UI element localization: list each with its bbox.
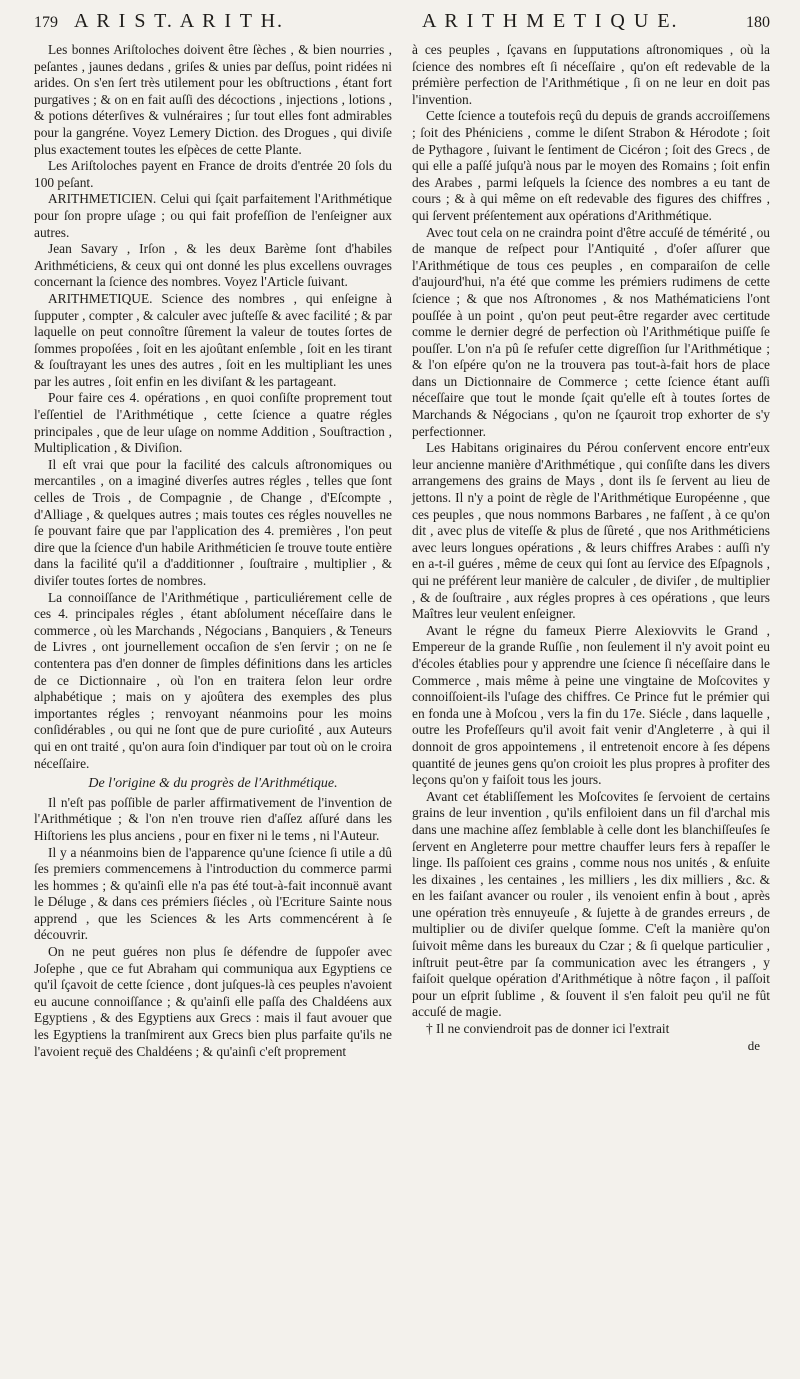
paragraph: Avec tout cela on ne craindra point d'être accuſé de témérité , ou de manque de reſpect pour l'Antiquité , d'oſer aſſurer que l'Arithmétique de tous ces peuples , en comparaiſon de celle d'aujourd'hui, n'a été que comme les prémiers rudimens de cette ſcience ; & que nos Aſtronomes , & nos Mathématiciens l'ont pouſſée à un point , qu'on peut peut-être regarder avec certitude comme le dernier degré de perfection où l'Arithmétique puiſſe ſe pouſſer. L'on n'a pû ſe refuſer cette digreſſion ſur l'Arithmétique ; & l'on eſpére qu'on ne la trouvera pas tout-à-fait hors de place dans un Dictionnaire de Commerce ; cette ſcience étant auſſi néceſſaire que tout le monde ſçait qu'elle eſt à toutes ſortes de Marchands & Négocians , qu'on ne ſçauroit trop exhorter de s'y perfectionner. bbox=[412, 224, 770, 439]
paragraph: † Il ne conviendroit pas de donner ici l'extrait bbox=[426, 1021, 670, 1037]
running-header bbox=[34, 10, 770, 40]
paragraph: Cette ſcience a toutefois reçû du depuis de grands accroiſſemens ; ſoit des Phéniciens , comme le diſent Strabon & Hérodote ; ſoit de Pythagore , ſuivant le ſentiment de Cicéron ; ſoit des Grecs , de qui elle a paſſé juſqu'à nous par le moyen des Romains ; ſoit enfin des Arabes , parmi leſquels la ſcience des nombres a eu tant de cours ; & à qui même on eſt redevable des figures des chiffres , qui ſervent préſentement aux opérations d'Arithmétique. bbox=[412, 108, 770, 223]
left-column bbox=[34, 42, 392, 1060]
paragraph: Avant cet établiſſement les Moſcovites ſe ſervoient de certains grains de leur invention , qu'ils enfiloient dans un fil d'archal mis dans une machine aſſez ſemblable à celle dont les blanchiſſeuſes ſe ſervent en Angleterre pour mettre chauffer leurs fers à repaſſer le linge. Ils paſſoient ces grains , comme nous nos unités , & enſuite les dixaines , les centaines , les milliers , les dix milliers , &c. & en les faiſant avancer ou rouler , ils venoient enfin à bout , après une opération très ennuyeuſe , & ſujette à de grandes erreurs , de multiplier ou de diviſer quelque ſomme. C'eſt la manière qu'on ſuivoit même dans les bureaux du Czar ; & ſi quelque particulier , inſtruit peut-être par ſa communication avec les étrangers , y faiſoit quelque opération d'Arithmétique à nôtre façon , il paſſoit pour un eſprit ſublime , & ſouvent il s'en faloit peu qu'il ne fût accuſé de magie. bbox=[412, 788, 770, 1020]
paragraph: Les bonnes Ariſtoloches doivent être ſèches , & bien nourries , peſantes , jaunes dedans , griſes & unies par deſſus, point ridées ni arides. On s'en ſert très utilement pour les obſtructions , étant fort purgatives ; & on en fait auſſi des décoctions , injections , lotions , & potions déterſives & vulnéraires ; ſur tout elles font admirables pour la gangréne. Voyez Lemery Diction. des Drogues , qui diviſe plus exactement toutes les eſpèces de cette Plante. bbox=[34, 42, 392, 157]
paragraph: La connoiſſance de l'Arithmétique , particuliérement celle de ces 4. principales régles , étant abſolument néceſſaire dans le commerce , où les Marchands , Négocians , Banquiers , & Teneurs de Livres , ont journellement occaſion de s'en ſervir ; on ne ſe contentera pas d'en donner de ſimples définitions dans les articles de ce Dictionnaire , où l'on en traitera ſelon leur ordre alphabétique ; mais on y ajoûtera des exemples des plus importantes régles ; renvoyant néanmoins pour les moins conſidérables , ou qui ne ſont que de pure curioſité , aux Auteurs qui en ont traité , qu'on aura ſoin d'indiquer par tout où on le croira néceſſaire. bbox=[34, 589, 392, 771]
page-number-left: 179 bbox=[34, 14, 58, 31]
paragraph: ARITHMETICIEN. Celui qui ſçait parfaitement l'Arithmétique pour ſon propre uſage ; ou qui fait profeſſion de l'enſeigner aux autres. bbox=[34, 191, 392, 240]
paragraph: Jean Savary , Irſon , & les deux Barème ſont d'habiles Arithméticiens, & ceux qui ont donné les plus excellens ouvrages concernant la ſcience des nombres. Voyez l'Article ſuivant. bbox=[34, 241, 392, 290]
paragraph: ARITHMETIQUE. Science des nombres , qui enſeigne à ſupputer , compter , & calculer avec juſteſſe & avec facilité ; & par laquelle on peut connoître ſûrement la valeur de toutes ſortes de ſommes propoſées , ſoit en les ajoûtant enſemble , ſoit en les tirant & ſouſtrayant les unes des autres , ſoit en les multipliant les unes par les autres , ſoit enfin en les diviſant & les partageant. bbox=[34, 290, 392, 389]
text-columns bbox=[34, 42, 770, 1060]
paragraph: Il n'eſt pas poſſible de parler affirmativement de l'invention de l'Arithmétique ; & l'on n'en trouve rien d'aſſez aſſuré dans les Hiſtoriens les plus anciens , pour en fixer ni le tems , ni l'Auteur. bbox=[34, 794, 392, 843]
running-title-left: A R I S T. A R I T H. bbox=[74, 10, 285, 32]
right-column bbox=[412, 42, 770, 1060]
catchword: de bbox=[747, 1037, 760, 1053]
paragraph: Il eſt vrai que pour la facilité des calculs aſtronomiques ou mercantiles , on a imaginé diverſes autres régles , telles que ſont celles de Trois , de Compagnie , de Change , d'Eſcompte , d'Alliage , & quelques autres ; mais toutes ces régles nouvelles ne ſe pouvant faire que par l'application des 4. premières , l'on peut dire que la ſcience d'un habile Arithméticien ſe trouve toute entière dans la facilité qu'il a d'additionner , ſouſtraire , multiplier , & diviſer toutes ſortes de nombres. bbox=[34, 456, 392, 588]
page-number-right: 180 bbox=[746, 14, 770, 31]
section-heading: De l'origine & du progrès de l'Arithmétique. bbox=[88, 776, 338, 792]
paragraph: Pour faire ces 4. opérations , en quoi conſiſte proprement tout l'eſſentiel de l'Arithmétique , cette ſcience a quatre régles principales , que de leur uſage on nomme Addition , Souſtraction , Multiplication , & Diviſion. bbox=[34, 390, 392, 456]
paragraph: Il y a néanmoins bien de l'apparence qu'une ſcience ſi utile a dû ſes premiers commencemens à l'introduction du commerce parmi les hommes ; & qu'ainſi elle n'a pas été tout-à-fait inconnuë avant le Déluge , & dans ces prémiers ſiécles , où l'Ecriture Sainte nous apprend , que les Sciences & les Arts commencérent à ſe découvrir. bbox=[34, 844, 392, 943]
paragraph: à ces peuples , ſçavans en ſupputations aſtronomiques , où la ſcience des nombres eſt ſi néceſſaire , qu'on eſt redevable de la prémière perfection de l'Arithmétique , ſi on ne leur en doit pas l'invention. bbox=[412, 42, 770, 107]
paragraph: On ne peut guéres non plus ſe défendre de ſuppoſer avec Joſephe , que ce fut Abraham qui communiqua aux Egyptiens ce qu'il ſçavoit de cette ſcience , dont juſques-là ces peuples n'avoient eu aucune connoiſſance ; & qu'ainſi elle paſſa des Chaldéens aux Egyptiens , & des Egyptiens aux Grecs : mais il faut avouer que les Egyptiens la tranſmirent aux Grecs bien plus parfaite qu'ils ne l'avoient reçuë des Chaldéens ; & qu'ainſi c'eſt proprement bbox=[34, 944, 392, 1059]
paragraph: Les Ariſtoloches payent en France de droits d'entrée 20 ſols du 100 peſant. bbox=[34, 158, 392, 190]
paragraph: Les Habitans originaires du Pérou conſervent encore entr'eux leur ancienne manière d'Arithmétique , qui conſiſte dans les divers arrangemens des grains de Mays , dont ils ſe ſervent au lieu de jettons. Il n'y a point de règle de l'Arithmétique Européenne , que ces peuples , que nous nommons Barbares , ne faſſent , à ce qu'on dit , avec plus de viteſſe & plus de ſûreté , que nos Arithméticiens avec leurs longues opérations , & leurs chiffres Arabes : auſſi n'y en a-t-il guéres , même de ceux qui ſont au ſervice des Eſpagnols , qui ne préférent leur manière de calculer , de diviſer , de multiplier , & de ſouſtraire , aux régles propres à ces opérations , que leurs Maîtres leur veulent enſeigner. bbox=[412, 440, 770, 622]
paragraph: Avant le régne du fameux Pierre Alexiovvits le Grand , Empereur de la grande Ruſſie , non ſeulement il n'y avoit point eu d'écoles établies pour y apprendre une ſcience ſi néceſſaire dans le Commerce , mais même à peine une vingtaine de Moſcovites y connoiſſoient-ils l'uſage des chiffres. Ce Prince fut le prémier qui en fonda une à Moſcou , vers la fin du 17e. Siécle , dans laquelle , outre les Profeſſeurs qu'il avoit fait venir d'Angleterre , à qui il donnoit de gros appointemens , il entretenoit encore à ſes dépens quantité de jeunes gens qu'on croioit les plus propres à profiter des leçons qu'on y faiſoit tous les jours. bbox=[412, 622, 770, 788]
running-title-right: A R I T H M E T I Q U E. bbox=[422, 10, 679, 32]
